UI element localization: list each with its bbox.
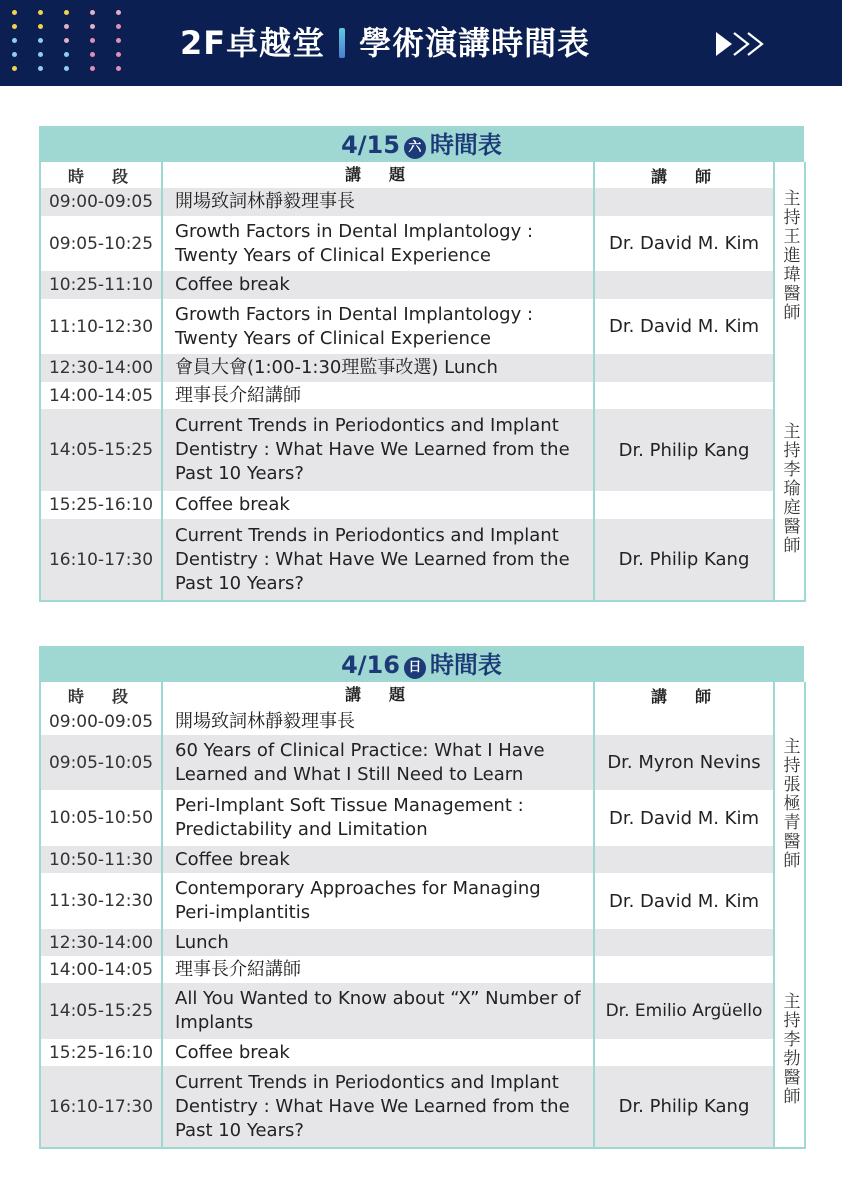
title-divider — [339, 28, 345, 58]
row-speaker — [594, 708, 774, 735]
table-row — [40, 382, 805, 409]
table-row — [40, 409, 805, 491]
row-speaker: Dr. Philip Kang — [594, 1066, 774, 1148]
table-row — [40, 846, 805, 873]
schedule-day2 — [39, 646, 804, 1149]
host-name: 主持張極青醫師 — [779, 736, 800, 870]
host-name: 主持李勃醫師 — [779, 992, 800, 1106]
row-time: 16:10-17:30 — [40, 1066, 162, 1148]
row-time: 14:00-14:05 — [40, 382, 162, 409]
row-time: 15:25-16:10 — [40, 1039, 162, 1066]
row-topic: Contemporary Approaches for Managing Peri-implantitis — [162, 873, 594, 929]
day2-table — [39, 682, 806, 1149]
table-row — [40, 354, 805, 382]
row-speaker — [594, 354, 774, 382]
row-topic: Coffee break — [162, 1039, 594, 1066]
table-row — [40, 1039, 805, 1066]
day2-title-suffix: 時間表 — [429, 651, 502, 679]
row-time: 11:30-12:30 — [40, 873, 162, 929]
row-time: 11:10-12:30 — [40, 299, 162, 354]
day2-host-2 — [774, 956, 805, 1148]
col-time-header: 時 段 — [40, 162, 162, 188]
row-speaker — [594, 491, 774, 519]
row-time: 14:05-15:25 — [40, 983, 162, 1039]
table-row — [40, 983, 805, 1039]
row-topic: All You Wanted to Know about “X” Number of Implants — [162, 983, 594, 1039]
table-row — [40, 216, 805, 271]
day2-title — [39, 646, 804, 682]
row-speaker: Dr. David M. Kim — [594, 299, 774, 354]
col-speaker-header: 講 師 — [594, 162, 774, 188]
row-topic: 會員大會(1:00-1:30理監事改選) Lunch — [162, 354, 594, 382]
col-topic-header: 講 題 — [162, 162, 594, 188]
host-name: 主持李瑜庭醫師 — [779, 422, 800, 555]
row-speaker — [594, 846, 774, 873]
page-header — [0, 0, 842, 86]
row-speaker — [594, 929, 774, 956]
host-spacer — [774, 354, 805, 382]
row-speaker — [594, 1039, 774, 1066]
day1-weekday-badge: 六 — [404, 137, 426, 159]
table-row — [40, 735, 805, 790]
table-row — [40, 929, 805, 956]
row-speaker — [594, 188, 774, 216]
schedule-title: 學術演講時間表 — [359, 24, 591, 62]
row-speaker — [594, 956, 774, 983]
table-row — [40, 519, 805, 601]
row-speaker: Dr. Emilio Argüello — [594, 983, 774, 1039]
day1-date: 4/15 — [341, 131, 400, 159]
row-topic: Coffee break — [162, 271, 594, 299]
row-time: 10:25-11:10 — [40, 271, 162, 299]
table-header-row — [40, 162, 805, 188]
row-speaker — [594, 271, 774, 299]
row-topic: 開場致詞林靜毅理事長 — [162, 708, 594, 735]
table-row — [40, 708, 805, 735]
table-header-row — [40, 682, 805, 708]
day2-host-1 — [774, 682, 805, 929]
day1-table — [39, 162, 806, 602]
page-title — [180, 0, 590, 86]
row-time: 12:30-14:00 — [40, 929, 162, 956]
table-row — [40, 873, 805, 929]
day1-host-1 — [774, 162, 805, 354]
row-topic: Growth Factors in Dental Implantology : Twenty Years of Clinical Experience — [162, 216, 594, 271]
table-row — [40, 271, 805, 299]
row-time: 09:00-09:05 — [40, 188, 162, 216]
day1-title-suffix: 時間表 — [429, 131, 502, 159]
row-speaker: Dr. David M. Kim — [594, 873, 774, 929]
row-topic: 理事長介紹講師 — [162, 382, 594, 409]
row-topic: Current Trends in Periodontics and Implant Dentistry : What Have We Learned from the Past 10 Years? — [162, 519, 594, 601]
day1-title — [39, 126, 804, 162]
row-time: 10:50-11:30 — [40, 846, 162, 873]
day2-weekday-badge: 日 — [404, 657, 426, 679]
row-speaker: Dr. Philip Kang — [594, 519, 774, 601]
row-topic: Coffee break — [162, 846, 594, 873]
host-spacer — [774, 929, 805, 956]
table-row — [40, 1066, 805, 1148]
row-time: 09:05-10:05 — [40, 735, 162, 790]
row-topic: Current Trends in Periodontics and Implant Dentistry : What Have We Learned from the Past 10 Years? — [162, 409, 594, 491]
table-row — [40, 956, 805, 983]
row-speaker: Dr. David M. Kim — [594, 790, 774, 846]
table-row — [40, 299, 805, 354]
table-row — [40, 491, 805, 519]
venue-label: 2F卓越堂 — [180, 24, 326, 62]
row-time: 12:30-14:00 — [40, 354, 162, 382]
col-time-header: 時 段 — [40, 682, 162, 708]
schedule-day1 — [39, 126, 804, 602]
table-row — [40, 188, 805, 216]
row-topic: Lunch — [162, 929, 594, 956]
col-topic-header: 講 題 — [162, 682, 594, 708]
decorative-dots — [12, 10, 124, 76]
col-speaker-header: 講 師 — [594, 682, 774, 708]
row-speaker — [594, 382, 774, 409]
row-time: 16:10-17:30 — [40, 519, 162, 601]
double-chevron-right-icon — [714, 30, 774, 58]
row-topic: 理事長介紹講師 — [162, 956, 594, 983]
row-time: 09:00-09:05 — [40, 708, 162, 735]
row-speaker: Dr. David M. Kim — [594, 216, 774, 271]
row-speaker: Dr. Myron Nevins — [594, 735, 774, 790]
row-topic: 60 Years of Clinical Practice: What I Have Learned and What I Still Need to Learn — [162, 735, 594, 790]
day1-host-2 — [774, 382, 805, 601]
host-name: 主持王進瑋醫師 — [779, 189, 800, 322]
row-topic: Current Trends in Periodontics and Implant Dentistry : What Have We Learned from the Past 10 Years? — [162, 1066, 594, 1148]
row-time: 14:05-15:25 — [40, 409, 162, 491]
row-topic: 開場致詞林靜毅理事長 — [162, 188, 594, 216]
row-topic: Peri-Implant Soft Tissue Management : Predictability and Limitation — [162, 790, 594, 846]
row-time: 09:05-10:25 — [40, 216, 162, 271]
day2-date: 4/16 — [341, 651, 400, 679]
row-speaker: Dr. Philip Kang — [594, 409, 774, 491]
row-time: 14:00-14:05 — [40, 956, 162, 983]
row-time: 15:25-16:10 — [40, 491, 162, 519]
row-time: 10:05-10:50 — [40, 790, 162, 846]
table-row — [40, 790, 805, 846]
row-topic: Growth Factors in Dental Implantology : Twenty Years of Clinical Experience — [162, 299, 594, 354]
row-topic: Coffee break — [162, 491, 594, 519]
